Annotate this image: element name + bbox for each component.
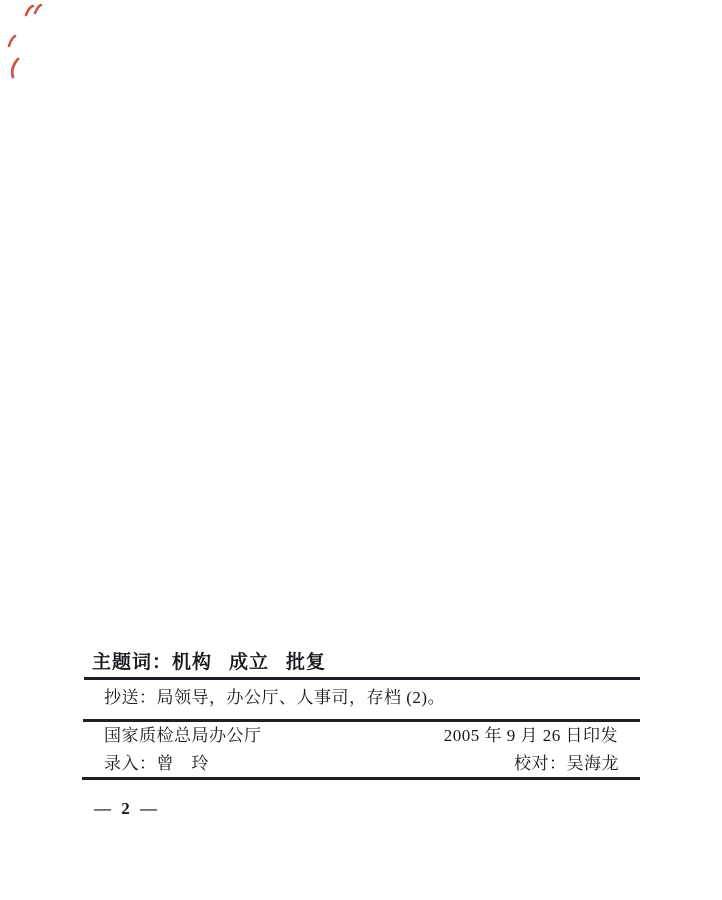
issue-row <box>104 725 640 746</box>
red-pen-mark-3 <box>12 59 18 77</box>
subject-term-1: 机构 <box>172 652 213 673</box>
issue-date: 2005 年 9 月 26 日印发 <box>443 726 618 745</box>
page-number: — 2 — <box>94 799 158 818</box>
cc-row <box>104 687 640 708</box>
divider-line-top <box>84 677 640 680</box>
issuing-org: 国家质检总局办公厅 <box>104 726 262 745</box>
entry-label: 录入： <box>104 754 157 773</box>
subject-terms-row <box>92 652 648 674</box>
subject-label: 主题词： <box>92 652 173 673</box>
cc-label: 抄送： <box>104 688 157 707</box>
subject-term-3: 批复 <box>286 652 327 673</box>
proof-label: 校对： <box>514 754 567 773</box>
red-pen-marks <box>0 0 52 86</box>
divider-line-bottom <box>82 777 640 780</box>
proof-name: 吴海龙 <box>566 754 619 773</box>
credits-row <box>104 753 640 774</box>
red-pen-mark-2 <box>9 36 15 46</box>
entry-name: 曾 玲 <box>156 754 209 773</box>
divider-line-middle <box>83 719 640 722</box>
subject-term-2: 成立 <box>229 652 270 673</box>
red-pen-mark-1 <box>26 5 41 15</box>
proof-credit <box>514 753 619 774</box>
entry-credit <box>104 753 209 774</box>
cc-text: 局领导，办公厅、人事司，存档 (2)。 <box>156 688 446 707</box>
